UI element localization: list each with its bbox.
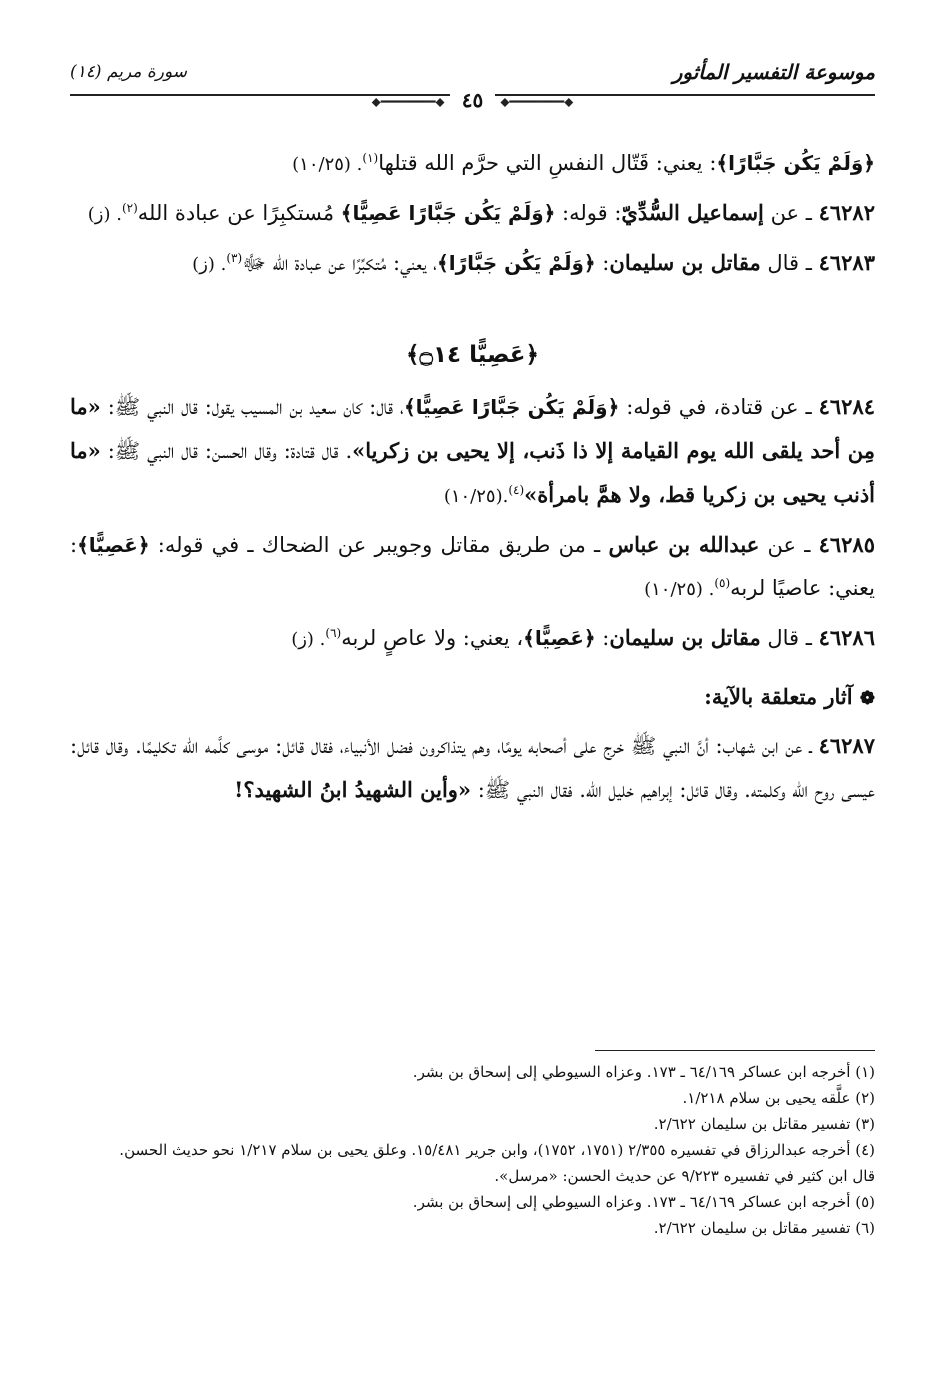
- footnote-2: (٢) علَّقه يحيى بن سلام ١/٢١٨.: [682, 1089, 875, 1107]
- footnote-marker[interactable]: (٥): [714, 576, 731, 590]
- paragraph-text: :: [595, 251, 610, 275]
- narrator-name: عبدالله بن عباس: [608, 532, 760, 557]
- paragraph-text: :: [595, 626, 610, 650]
- footnote-divider: [595, 1050, 875, 1051]
- paragraph-7: [70, 724, 875, 812]
- quran-verse: ﴿وَلَمْ يَكُن جَبَّارًا﴾: [716, 151, 875, 175]
- narration-number: ٤٦٢٨٢: [818, 200, 875, 225]
- footnote-1: (١) أخرجه ابن عساكر ٦٤/١٦٩ ـ ١٧٣. وعزاه السيوطي إلى إسحاق بن بشر.: [412, 1063, 875, 1081]
- reference: . (١٠/٢٥): [292, 154, 363, 175]
- narration-number: ٤٦٢٨٣: [818, 250, 875, 275]
- footnote-marker[interactable]: (٦): [325, 626, 342, 640]
- paragraph-text: : يعني: قَتّال النفسِ التي حرَّم الله قتلها: [378, 151, 717, 175]
- main-content: [70, 142, 875, 817]
- paragraph-text: ، يعني: ولا عاصٍ لربه: [341, 626, 524, 650]
- footnote-6: (٦) تفسير مقاتل بن سليمان ٢/٦٢٢.: [653, 1219, 875, 1237]
- reference: . (ز): [291, 629, 326, 650]
- surah-label: سورة مريم (١٤): [70, 62, 188, 82]
- paragraph-6: [70, 616, 875, 661]
- narration-number: ٤٦٢٨٥: [818, 532, 875, 557]
- verse-heading: ﴿عَصِيًّا ۝١٤﴾: [406, 342, 539, 368]
- footnote-marker[interactable]: (٣): [226, 251, 243, 265]
- reference: . (ز): [192, 254, 227, 275]
- hadith-text: «وأين الشهيدُ ابنُ الشهيد؟!: [234, 777, 472, 802]
- paragraph-text: : قوله:: [555, 201, 622, 225]
- footnote-marker[interactable]: (٢): [121, 201, 138, 215]
- flower-icon: ❁: [859, 688, 875, 709]
- footnotes: [70, 1050, 875, 1241]
- reference: .(١٠/٢٥): [443, 486, 509, 507]
- paragraph-2: [70, 191, 875, 236]
- paragraph-text: : يعني: عاصيًا لربه: [70, 533, 875, 600]
- reference: . (١٠/٢٥): [644, 579, 715, 600]
- ornament-icon: ⬥━━━━━━━⬥: [371, 95, 445, 110]
- paragraph-1: [70, 142, 875, 186]
- narration-number: ٤٦٢٨٤: [818, 394, 876, 419]
- paragraph-text: ـ قال: [760, 251, 819, 275]
- quran-verse: ﴿وَلَمْ يَكُن جَبَّارًا عَصِيًّا﴾: [403, 395, 620, 419]
- quran-verse: ﴿وَلَمْ يَكُن جَبَّارًا﴾: [437, 251, 596, 275]
- paragraph-text: ـ من طريق مقاتل وجويبر عن الضحاك ـ في قوله:: [149, 533, 609, 557]
- narrator-name: مقاتل بن سليمان: [609, 250, 761, 275]
- book-page: [70, 60, 875, 1350]
- paragraph-text: ـ قال: [760, 626, 819, 650]
- paragraph-text: ، يعني: مُتكبِّرًا عن عبادة الله ﷻ: [242, 251, 438, 275]
- quran-verse: ﴿عَصِيًّا﴾: [523, 626, 596, 650]
- paragraph-text: ـ عن قتادة، في قوله:: [619, 395, 819, 419]
- narration-number: ٤٦٢٨٧: [818, 733, 875, 758]
- hadith-text: «ما مِن أحد يلقى الله يوم القيامة إلا ذا ذَنب، إلا يحيى بن زكريا»: [70, 394, 875, 463]
- paragraph-4: [70, 385, 875, 518]
- footnote-5: (٥) أخرجه ابن عساكر ٦٤/١٦٩ ـ ١٧٣. وعزاه السيوطي إلى إسحاق بن بشر.: [412, 1193, 875, 1211]
- section-title-text: آثار متعلقة بالآية:: [704, 684, 853, 709]
- series-title: موسوعة التفسير المأثور: [672, 60, 875, 84]
- hadith-text: «ما أذنب يحيى بن زكريا قط، ولا همَّ بامرأة»: [70, 438, 875, 507]
- quran-verse: ﴿وَلَمْ يَكُن جَبَّارًا عَصِيًّا﴾: [340, 201, 556, 225]
- paragraph-text: مُستكبِرًا عن عبادة الله: [137, 201, 341, 225]
- paragraph-text: ـ عن: [759, 533, 819, 557]
- page-number-row: [70, 88, 875, 118]
- footnote-marker[interactable]: (٤): [508, 483, 525, 497]
- reference: . (ز): [87, 204, 122, 225]
- paragraph-3: [70, 241, 875, 286]
- footnote-3: (٣) تفسير مقاتل بن سليمان ٢/٦٢٢.: [653, 1115, 875, 1133]
- paragraph-5: [70, 523, 875, 611]
- narrator-name: مقاتل بن سليمان: [609, 625, 761, 650]
- footnote-4: (٤) أخرجه عبدالرزاق في تفسيره ٢/٣٥٥ (١٧٥١، ١٧٥٢)، وابن جرير ١٥/٤٨١. وعلق يحيى بن سلام ١/٢١٧ نحو حديث الحسن.: [119, 1141, 875, 1159]
- paragraph-text: ـ عن ابن شهاب: أنَّ النبي ﷺ خرج على أصحابه يومًا، وهم يتذاكرون فضل الأنبياء، فقال قائل: موسى كلَّمه الله تكليمًا. وقال قائل: عيسى روح الله وكلمته. وقال قائل: إبراهيم خليل الله. فقال النبي ﷺ:: [70, 734, 875, 802]
- footnote-4-note: قال ابن كثير في تفسيره ٩/٢٢٣ عن حديث الحسن: «مرسل».: [494, 1167, 875, 1185]
- narrator-name: إسماعيل السُّدِّيّ: [621, 200, 764, 225]
- paragraph-text: . قال قتادة: وقال الحسن: قال النبي ﷺ:: [100, 439, 353, 463]
- paragraph-text: ، قال: كان سعيد بن المسيب يقول: قال النبي ﷺ:: [100, 395, 404, 419]
- paragraph-text: ـ عن: [763, 201, 819, 225]
- page-number: ٤٥: [450, 88, 495, 112]
- narration-number: ٤٦٢٨٦: [818, 625, 875, 650]
- footnote-marker[interactable]: (١): [362, 151, 379, 165]
- ornament-icon: ⬥━━━━━━━⬥: [500, 95, 574, 110]
- quran-verse: ﴿عَصِيًّا﴾: [77, 533, 150, 557]
- section-title: [70, 675, 875, 720]
